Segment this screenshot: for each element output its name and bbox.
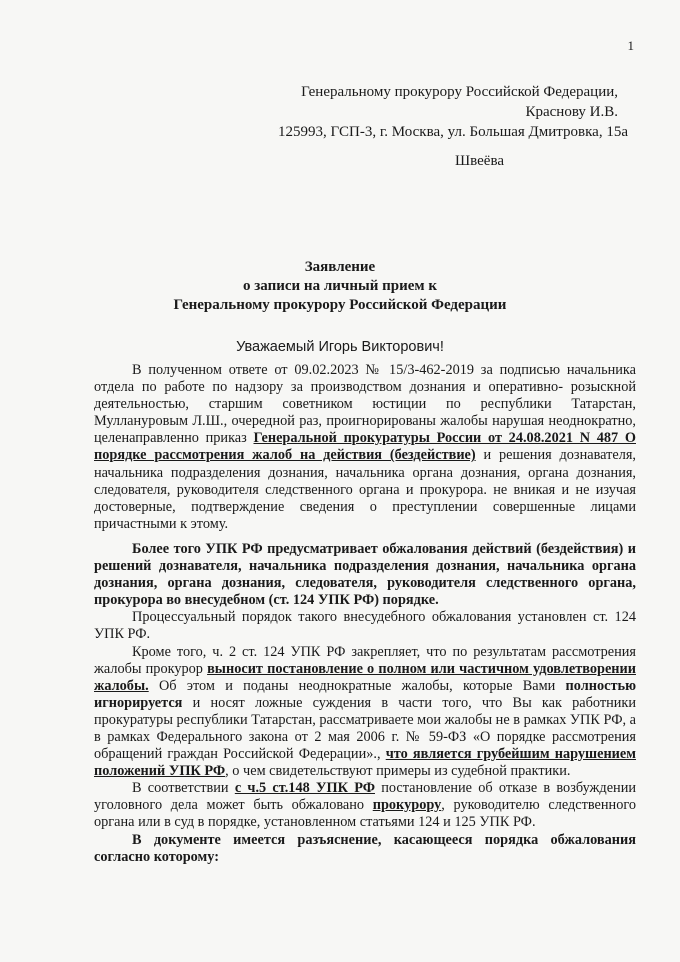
document-title [0, 258, 680, 315]
p1-text-3: не вникая и не изучая достоверные, подтверждение сведения о преступлении совершенные лицами причастными к этому. [94, 481, 636, 532]
title-line-2: о записи на личный прием к [243, 278, 437, 294]
p1-text-1: В полученном ответе от 09.02.2023 № 15/3-462-2019 за подписью начальника отдела по работе по надзору за производством дознания и оперативно- розыскной деятельностью, старшим советником юстиции по республики Татарстан, Муллануровым Л.Ш., очередной раз, проигнорированы жалобы нарушая неоднократно, целенаправленно приказ [94, 362, 636, 447]
title-line-3: Генеральному прокурору Российской Федерации [173, 297, 507, 313]
greeting: Уважаемый Игорь Викторович! [236, 339, 444, 355]
addressee-line-2: Краснову И.В. [525, 104, 618, 120]
document-body [94, 362, 636, 866]
addressee-block [198, 82, 628, 142]
paragraph-3: Процессуальный порядок такого внесудебного обжалования установлен ст. 124 УПК РФ. [94, 609, 636, 643]
page-number: 1 [627, 38, 634, 53]
p1-text-2: и решения дознавателя, начальника подразделения дознания, начальника органа дознания, органа дознания, следователя, руководителя следственного органа и прокурора. [94, 447, 636, 498]
p4-underlined-2: что является грубейшим нарушением положений УПК РФ [94, 746, 637, 780]
paragraph-5 [94, 780, 636, 831]
p4-bold-1: полностью игнорируется [94, 677, 636, 711]
p4-text-4: , о чем свидетельствуют примеры из судебной практики. [225, 763, 571, 780]
title-line-1: Заявление [304, 259, 376, 275]
p5-underlined-2: прокурору [372, 797, 442, 814]
p4-text-1: Кроме того, ч. 2 ст. 124 УПК РФ закрепляет, что по результатам рассмотрения жалобы прокурор [94, 643, 636, 677]
sender-name: Швеёва [455, 153, 504, 169]
p5-text-3: , руководителю следственного органа или в суд в порядке, установленном статьями 124 и 125 УПК РФ. [94, 797, 636, 831]
p4-text-2: Об этом и поданы неоднократные жалобы, которые Вами [148, 677, 566, 694]
paragraph-6: В документе имеется разъяснение, касающееся порядка обжалования согласно которому: [94, 831, 636, 865]
p1-order-reference: Генеральной прокуратуры России от 24.08.2021 N 487 О порядке рассмотрения жалоб на действия (бездействие) [94, 430, 636, 464]
p5-text-2: постановление об отказе в возбуждении уголовного дела может быть обжаловано [94, 780, 636, 814]
p5-underlined-1: с ч.5 ст.148 УПК РФ [234, 780, 375, 797]
addressee-address: 125993, ГСП-3, г. Москва, ул. Большая Дмитровка, 15а [278, 124, 628, 140]
paragraph-2: Более того УПК РФ предусматривает обжалования действий (бездействия) и решений дознавателя, начальника подразделения дознания, начальника органа дознания, органа дознания, следователя, руководителя следственного органа, прокурора во внесудебном (ст. 124 УПК РФ) порядке. [94, 540, 636, 609]
p5-text-1: В соответствии [132, 780, 235, 797]
p4-underlined-1: выносит постановление о полном или частичном удовлетворении жалобы. [94, 660, 636, 694]
p4-text-3: и носят ложные суждения в части того, что Вы как работники прокуратуры республики Татарстан, рассматриваете мои жалобы не в рамках УПК РФ, а в рамках Федерального закона от 2 мая 2006 г. № 59-ФЗ «О порядке рассмотрения обращений граждан Российской Федерации»., [94, 694, 636, 763]
paragraph-1 [94, 362, 636, 533]
paragraph-4 [94, 644, 636, 781]
addressee-line-1: Генеральному прокурору Российской Федерации, [301, 84, 618, 100]
